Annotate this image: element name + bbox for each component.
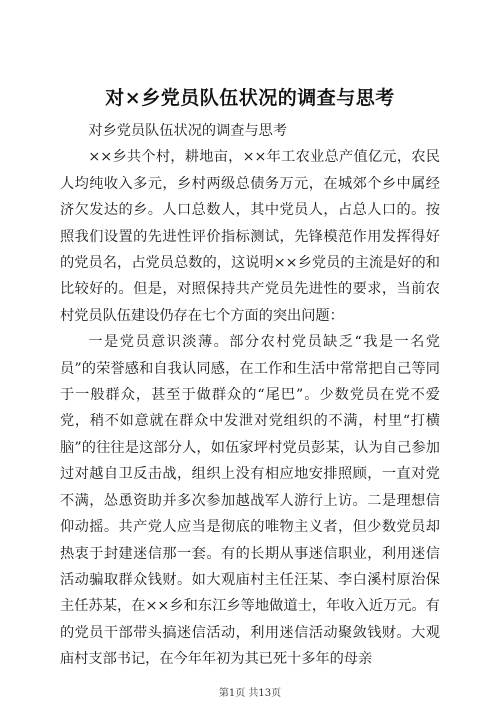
page-footer: 第1页 共13页	[218, 688, 282, 699]
paragraph-problems: 一是党员意识淡薄。部分农村党员缺乏“我是一名党员”的荣誉感和自我认同感，在工作和生活中常常把自己等同于一般群众，甚至于做群众的“尾巴”。少数党员在党不爱党，稍不如意就在群众中发泄对党组织的不满，村里“打横脑”的往往是这部分人，如伍家坪村党员彭某，认为自己参加过对越自卫反击战，组织上没有相应地安排照顾，一直对党不满，怂恿资助并多次参加越战军人游行上访。二是理想信仰动摇。共产党人应当是彻底的唯物主义者，但少数党员却热衷于封建迷信那一套。有的长期从事迷信职业，利用迷信活动骗取群众钱财。如大观庙村主任汪某、李白溪村原治保主任苏某，在××乡和东江乡等地做道士，年收入近万元。有的党员干部带头搞迷信活动，利用迷信活动聚敛钱财。大观庙村支部书记，在今年年初为其已死十多年的母亲	[60, 334, 440, 668]
paragraph-subtitle: 对乡党员队伍状况的调查与思考	[88, 123, 288, 139]
document-body	[60, 118, 440, 673]
paragraph-overview: ××乡共个村，耕地亩，××年工农业总产值亿元，农民人均纯收入多元，乡村两级总债务万元，在城郊个乡中属经济欠发达的乡。人口总数人，其中党员人，占总人口的。按照我们设置的先进性评价指标测试，先锋模范作用发挥得好的党员名，占党员总数的，这说明××乡党员的主流是好的和比较好的。但是，对照保持共产党员先进性的要求，当前农村党员队伍建设仍存在七个方面的突出问题：	[60, 149, 440, 324]
document-title: 对×乡党员队伍状况的调查与思考	[105, 87, 395, 109]
